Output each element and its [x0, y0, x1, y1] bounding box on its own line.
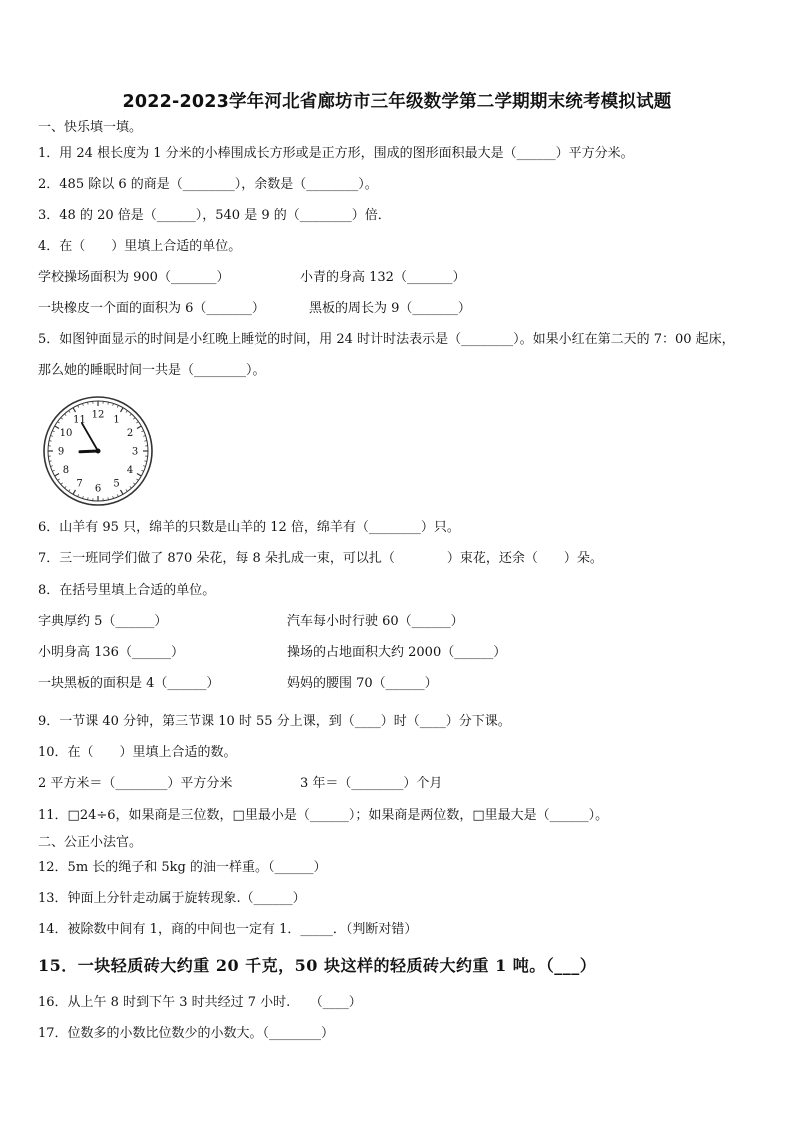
section-heading-2: 二、公正小法官。	[38, 835, 143, 850]
clock-number: 9	[57, 446, 65, 458]
clock-tick	[52, 431, 54, 432]
clock-hour-hand	[80, 451, 98, 452]
clock-number: 10	[59, 428, 73, 439]
clock-number: 7	[76, 478, 83, 490]
clock-tick	[141, 431, 143, 432]
question-14: 14．被除数中间有 1，商的中间也一定有 1．_____．（判断对错）	[38, 922, 418, 937]
question-13: 13．钟面上分针走动属于旋转现象.（______）	[38, 891, 306, 906]
clock-number: 8	[62, 465, 70, 476]
clock-tick	[133, 418, 135, 420]
clock-tick	[78, 405, 79, 407]
question-8-item-d: 操场的占地面积大约 2000（______）	[287, 645, 507, 660]
clock-tick	[143, 436, 145, 437]
clock-tick	[113, 403, 114, 405]
question-10-item-a: 2 平方米＝（________）平方分米	[38, 776, 233, 791]
clock-tick	[136, 422, 138, 423]
clock-tick	[126, 489, 127, 491]
question-4-item-c: 一块橡皮一个面的面积为 6（_______）	[38, 301, 265, 316]
section-heading-1: 一、快乐填一填。	[38, 120, 143, 135]
clock-number: 4	[126, 465, 134, 476]
question-1: 1．用 24 根长度为 1 分米的小棒围成长方形或是正方形，围成的图形面积最大是（______）平方分米。	[38, 146, 634, 161]
clock-tick	[117, 405, 118, 407]
question-8: 8．在括号里填上合适的单位。	[38, 583, 216, 598]
question-5-line-2: 那么她的睡眠时间一共是（________）。	[38, 363, 266, 378]
clock-tick	[136, 479, 138, 480]
question-4-item-d: 黑板的周长为 9（_______）	[309, 301, 471, 316]
clock-tick	[83, 403, 84, 405]
clock-tick	[117, 494, 118, 496]
question-10-item-b: 3 年＝（________）个月	[300, 776, 443, 791]
clock-tick	[52, 470, 54, 471]
clock-tick	[73, 490, 76, 494]
clock-tick	[50, 436, 52, 437]
clock-center-pin	[96, 449, 101, 454]
question-4-item-b: 小青的身高 132（_______）	[300, 270, 466, 285]
clock-number: 12	[91, 409, 105, 421]
question-8-item-c: 小明身高 136（______）	[38, 645, 184, 660]
question-5-line-1: 5．如图钟面显示的时间是小红晚上睡觉的时间，用 24 时计时法表示是（________）。如果小红在第二天的 7：00 起床，	[38, 332, 735, 347]
question-7: 7．三一班同学们做了 870 朵花，每 8 朵扎成一束，可以扎（ ）束花，还余（ ）朵。	[38, 551, 603, 566]
clock-tick	[61, 418, 63, 420]
clock-number: 3	[131, 446, 139, 458]
clock-tick	[121, 408, 124, 412]
question-12: 12．5m 长的绳子和 5kg 的油一样重。（______）	[38, 860, 327, 875]
clock-tick	[73, 408, 76, 412]
clock-tick	[141, 470, 143, 471]
clock-tick	[113, 496, 114, 498]
clock-tick	[55, 426, 59, 429]
question-17: 17．位数多的小数比位数少的小数大。（________）	[38, 1026, 335, 1041]
question-4: 4．在（ ）里填上合适的单位。	[38, 239, 242, 254]
clock-number: 6	[94, 483, 102, 495]
clock-tick	[78, 494, 79, 496]
question-11: 11．□24÷6，如果商是三位数，□里最小是（______）；如果商是两位数，□里最大是（______）。	[38, 808, 609, 823]
clock-number: 2	[126, 428, 134, 439]
clock-tick	[143, 466, 145, 467]
clock-tick	[58, 422, 60, 423]
clock-minute-hand	[82, 423, 98, 451]
clock-tick	[69, 411, 70, 413]
clock-tick	[126, 411, 127, 413]
clock-tick	[50, 466, 52, 467]
question-16: 16．从上午 8 时到下午 3 时共经过 7 小时. （____）	[38, 995, 362, 1010]
question-15: 15．一块轻质砖大约重 20 千克，50 块这样的轻质砖大约重 1 吨。（___）	[38, 956, 597, 975]
clock-tick	[83, 496, 84, 498]
clock-tick	[137, 426, 141, 429]
clock-number: 11	[73, 414, 86, 426]
clock-number: 5	[113, 478, 120, 490]
clock-tick	[130, 414, 132, 416]
question-8-item-e: 一块黑板的面积是 4（______）	[38, 676, 220, 691]
clock-tick	[137, 474, 141, 477]
question-2: 2．485 除以 6 的商是（________），余数是（________）。	[38, 177, 378, 192]
clock-tick	[69, 489, 70, 491]
clock-number: 1	[113, 414, 120, 426]
clock-tick	[121, 490, 124, 494]
question-6: 6．山羊有 95 只，绵羊的只数是山羊的 12 倍，绵羊有（________）只。	[38, 520, 460, 535]
question-9: 9．一节课 40 分钟，第三节课 10 时 55 分上课，到（____）时（____）分下课。	[38, 714, 511, 729]
clock-tick	[55, 474, 59, 477]
question-8-item-b: 汽车每小时行驶 60（______）	[287, 614, 464, 629]
clock-tick	[65, 486, 67, 488]
question-8-item-a: 字典厚约 5（______）	[38, 614, 168, 629]
question-4-item-a: 学校操场面积为 900（_______）	[38, 270, 230, 285]
question-3: 3．48 的 20 倍是（______），540 是 9 的（________）倍．	[38, 208, 391, 223]
clock-tick	[65, 414, 67, 416]
clock-face-figure	[40, 396, 156, 506]
clock-tick	[130, 486, 132, 488]
clock-tick	[61, 483, 63, 485]
question-10: 10．在（ ）里填上合适的数。	[38, 745, 237, 760]
page-title: 2022-2023学年河北省廊坊市三年级数学第二学期期末统考模拟试题	[122, 92, 672, 112]
clock-tick	[58, 479, 60, 480]
question-8-item-f: 妈妈的腰围 70（______）	[287, 676, 438, 691]
clock-tick	[133, 483, 135, 485]
